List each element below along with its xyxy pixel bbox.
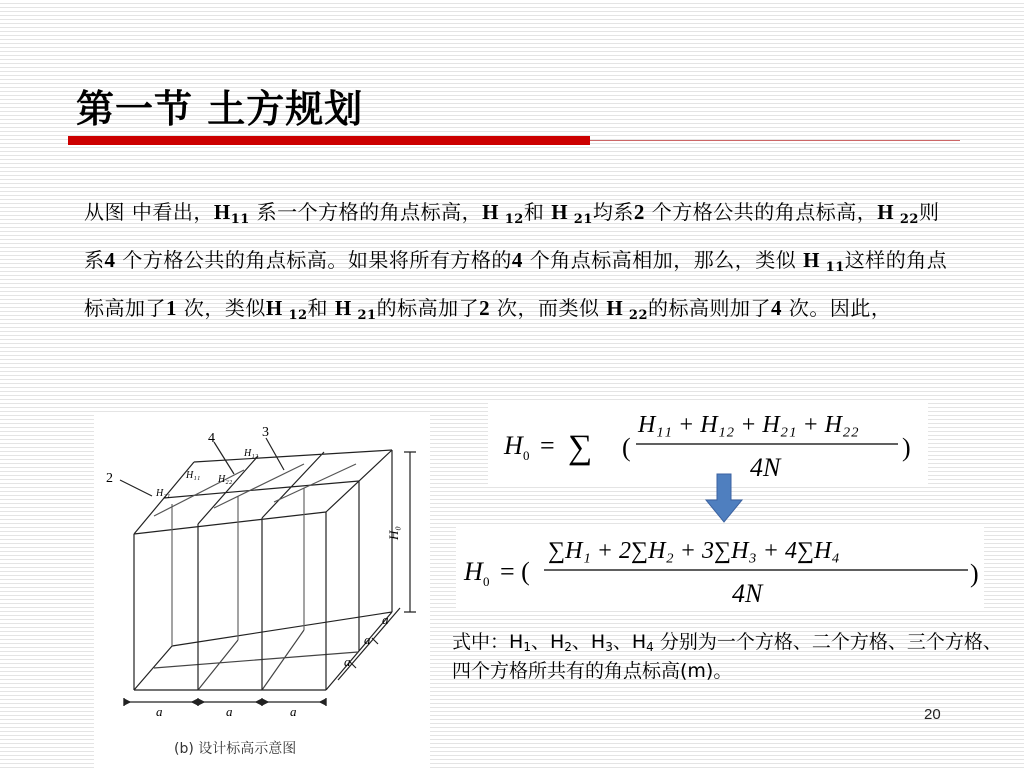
formula-note: 式中：$H_1$、$H_2$、$H_3$、$H_4$ 分别为一个方格、二个方格、三个方格、四个方格所共有的角点标高(m)。 [452,631,1002,682]
label-3: 3 [262,425,269,440]
f2-close-paren: ) [970,559,979,588]
f1-equals: = [540,431,555,460]
f1-lhs-sub: 0 [523,448,530,463]
sigma-icon: ∑ [568,429,593,466]
label-h21: H₂₁ [156,488,171,499]
label-a-2: a [226,704,233,719]
label-4: 4 [208,431,215,446]
f2-equals: = ( [500,557,530,586]
formula-weighted-elevation [456,524,984,610]
diagram-caption: (b) 设计标高示意图 [174,741,297,757]
label-h12: H₁₂ [244,448,259,459]
label-a-1: a [156,704,163,719]
f1-lhs: H [504,431,523,460]
f1-open-paren: ( [622,433,631,462]
label-h0: H₀ [386,526,401,540]
explanation-paragraph: 从图 中看出，$H_{11}$ 系一个方格的角点标高，H $_{12}$和 H $_{21}$均系2 个方格公共的角点标高，H $_{22}$则系4 个方格公共的角点标高。如果将所有方格的4 个角点标高相加，那么，类似 H $_{11}$这样的角点标高加了1 次，类似H $_{12}$和 H $_{21}$的标高加了2 次，而类似 H $_{22}$的标高则加了4 次。因此， [84,200,948,323]
f2-lhs-sub: 0 [483,574,490,589]
down-arrow-icon [702,472,746,526]
title-underline-thin [590,140,960,141]
design-elevation-diagram [94,412,430,768]
label-a-4: a [344,654,351,669]
label-h11: H₁₁ [186,470,201,481]
label-2: 2 [106,471,113,486]
label-h22: H₂₂ [218,474,233,485]
grid-box-drawing [94,412,430,768]
f2-numerator: ∑H₁ + 2∑H₂ + 3∑H₃ + 4∑H₄ [548,538,840,564]
slide-title: 第一节 土方规划 [76,87,364,131]
label-a-6: a [382,612,389,627]
label-a-3: a [290,704,297,719]
page-number: 20 [924,706,941,723]
f1-denominator: 4N [750,453,781,482]
label-a-5: a [364,632,371,647]
f1-numerator: H₁₁ + H₁₂ + H₂₁ + H₂₂ [638,412,859,438]
f1-close-paren: ) [902,433,911,462]
f2-denominator: 4N [732,579,763,608]
title-underline-red [68,136,590,145]
f2-lhs: H [464,557,483,586]
